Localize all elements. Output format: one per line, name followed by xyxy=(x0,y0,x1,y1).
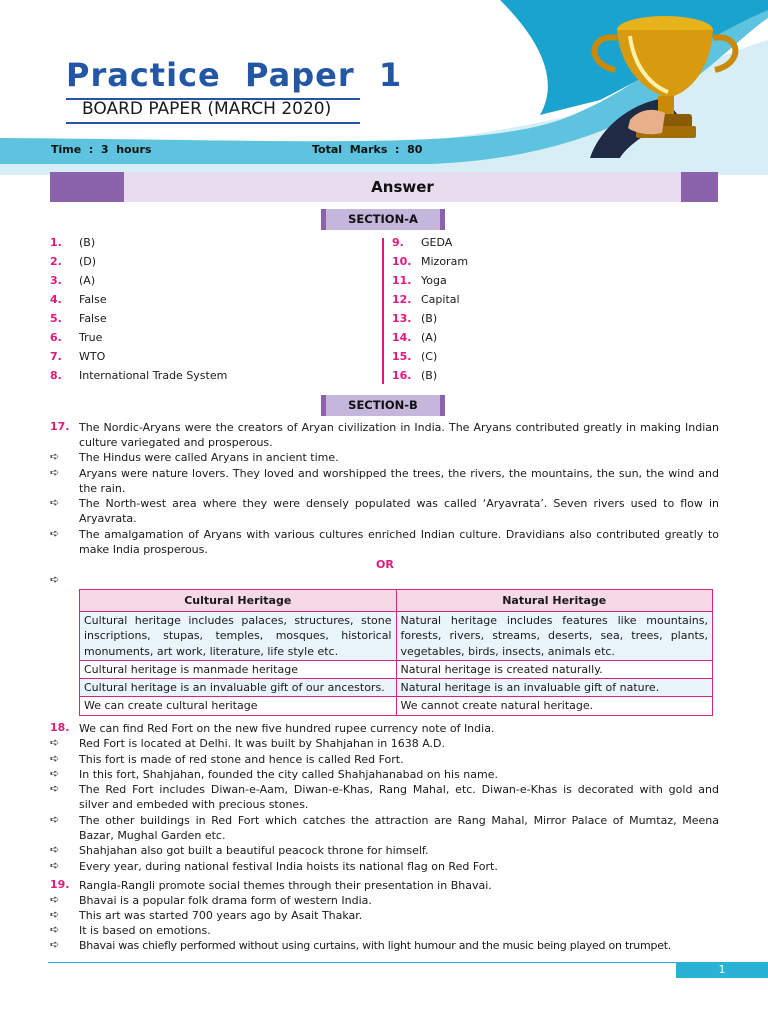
table-row xyxy=(80,679,713,697)
answer-value: WTO xyxy=(79,350,106,363)
question-number: 10. xyxy=(392,255,412,268)
answer-value: Yoga xyxy=(421,274,447,287)
question-number: 5. xyxy=(50,312,62,325)
page-title: Practice Paper 1 xyxy=(66,56,403,94)
table-header-row xyxy=(80,590,713,612)
question-number: 4. xyxy=(50,293,62,306)
answer-value: True xyxy=(79,331,103,344)
arrow-bullet-icon: ➪ xyxy=(50,573,60,586)
question-number: 13. xyxy=(392,312,412,325)
answer-value: Mizoram xyxy=(421,255,469,268)
footer-rule xyxy=(48,962,768,963)
arrow-bullet-icon: ➪ xyxy=(50,496,60,509)
arrow-bullet-icon: ➪ xyxy=(50,782,60,795)
table-cell: Cultural heritage is manmade heritage xyxy=(80,660,397,678)
arrow-bullet-icon: ➪ xyxy=(50,813,60,826)
bullet-point: Red Fort is located at Delhi. It was built by Shahjahan in 1638 A.D. xyxy=(79,737,446,750)
page-subtitle: BOARD PAPER (MARCH 2020) xyxy=(82,99,332,119)
question-number: 8. xyxy=(50,369,62,382)
answer-text: Rangla-Rangli promote social themes through their presentation in Bhavai. xyxy=(79,879,492,892)
section-a-label: SECTION-A xyxy=(321,209,445,230)
marks-label: Total Marks : 80 xyxy=(312,143,423,156)
section-b-label: SECTION-B xyxy=(321,395,445,416)
bullet-point: This art was started 700 years ago by Asait Thakar. xyxy=(79,909,363,922)
question-number: 6. xyxy=(50,331,62,344)
answer-value: Capital xyxy=(421,293,460,306)
table-cell: We cannot create natural heritage. xyxy=(396,697,713,715)
column-header: Natural Heritage xyxy=(396,590,713,612)
title-rule-bottom xyxy=(66,122,360,124)
table-row xyxy=(80,660,713,678)
question-number: 11. xyxy=(392,274,412,287)
answer-heading: Answer xyxy=(371,178,434,196)
question-number: 12. xyxy=(392,293,412,306)
arrow-bullet-icon: ➪ xyxy=(50,923,60,936)
trophy-icon xyxy=(570,8,760,158)
arrow-bullet-icon: ➪ xyxy=(50,767,60,780)
arrow-bullet-icon: ➪ xyxy=(50,466,60,479)
answer-value: (D) xyxy=(79,255,97,268)
question-number: 7. xyxy=(50,350,62,363)
table-cell: We can create cultural heritage xyxy=(80,697,397,715)
answer-value: False xyxy=(79,293,107,306)
table-cell: Natural heritage includes features like mountains, forests, rivers, streams, deserts, sea, trees, plants, vegetables, birds, insects, animals etc. xyxy=(396,612,713,661)
question-number: 18. xyxy=(50,721,70,734)
arrow-bullet-icon: ➪ xyxy=(50,752,60,765)
time-label: Time : 3 hours xyxy=(51,143,152,156)
section-a-divider xyxy=(382,238,384,384)
question-number: 15. xyxy=(392,350,412,363)
bullet-point: Every year, during national festival India hoists its national flag on Red Fort. xyxy=(79,860,498,873)
question-number: 9. xyxy=(392,236,404,249)
answer-value: False xyxy=(79,312,107,325)
table-cell: Cultural heritage includes palaces, structures, stone inscriptions, stupas, temples, mosques, historical monuments, art work, literature, life style etc. xyxy=(80,612,397,661)
answer-value: (B) xyxy=(421,369,438,382)
answer-value: (B) xyxy=(421,312,438,325)
arrow-bullet-icon: ➪ xyxy=(50,908,60,921)
arrow-bullet-icon: ➪ xyxy=(50,893,60,906)
answer-text: We can find Red Fort on the new five hundred rupee currency note of India. xyxy=(79,722,495,735)
question-number: 2. xyxy=(50,255,62,268)
answer-value: International Trade System xyxy=(79,369,228,382)
answer-value: (A) xyxy=(79,274,96,287)
arrow-bullet-icon: ➪ xyxy=(50,450,60,463)
question-number: 19. xyxy=(50,878,70,891)
page-number: 1 xyxy=(676,962,768,978)
answer-value: (A) xyxy=(421,331,438,344)
bullet-point: The Hindus were called Aryans in ancient time. xyxy=(79,451,339,464)
banner-left-block xyxy=(50,172,124,202)
bullet-point: The North-west area where they were densely populated was called ‘Aryavrata’. Seven rivers used to flow in Aryavrata. xyxy=(79,497,719,526)
table-cell: Natural heritage is an invaluable gift of nature. xyxy=(396,679,713,697)
heritage-comparison-table xyxy=(79,589,713,716)
arrow-bullet-icon: ➪ xyxy=(50,938,60,951)
bullet-point: In this fort, Shahjahan, founded the city called Shahjahanabad on his name. xyxy=(79,768,498,781)
bullet-point: The Red Fort includes Diwan-e-Aam, Diwan-e-Khas, Rang Mahal, etc. Diwan-e-Khas is decorated with gold and silver and embeded with precious stones. xyxy=(79,783,719,812)
bullet-point: This fort is made of red stone and hence is called Red Fort. xyxy=(79,753,404,766)
question-number: 1. xyxy=(50,236,62,249)
question-number: 17. xyxy=(50,420,70,433)
arrow-bullet-icon: ➪ xyxy=(50,843,60,856)
bullet-point: It is based on emotions. xyxy=(79,924,211,937)
answer-value: (B) xyxy=(79,236,96,249)
table-row xyxy=(80,697,713,715)
question-number: 16. xyxy=(392,369,412,382)
question-number: 14. xyxy=(392,331,412,344)
answer-text: The Nordic-Aryans were the creators of Aryan civilization in India. The Aryans contributed greatly in making Indian culture variegated and prosperous. xyxy=(79,421,719,450)
bullet-point: Bhavai is a popular folk drama form of western India. xyxy=(79,894,372,907)
bullet-point: Shahjahan also got built a beautiful peacock throne for himself. xyxy=(79,844,429,857)
question-number: 3. xyxy=(50,274,62,287)
bullet-point: The amalgamation of Aryans with various cultures enriched Indian culture. Dravidians also contributed greatly to make India prosperous. xyxy=(79,528,719,557)
bullet-point: Bhavai was chiefly performed without using curtains, with light humour and the music being played on trumpet. xyxy=(79,939,672,952)
table-cell: Natural heritage is created naturally. xyxy=(396,660,713,678)
column-header: Cultural Heritage xyxy=(80,590,397,612)
or-separator: OR xyxy=(376,558,394,571)
table-cell: Cultural heritage is an invaluable gift of our ancestors. xyxy=(80,679,397,697)
arrow-bullet-icon: ➪ xyxy=(50,527,60,540)
bullet-point: Aryans were nature lovers. They loved and worshipped the trees, the rivers, the mountains, the sun, the wind and the rain. xyxy=(79,467,719,496)
bullet-point: The other buildings in Red Fort which catches the attraction are Rang Mahal, Mirror Palace of Mumtaz, Meena Bazar, Mughal Garden etc. xyxy=(79,814,719,843)
answer-value: GEDA xyxy=(421,236,453,249)
banner-right-block xyxy=(681,172,718,202)
arrow-bullet-icon: ➪ xyxy=(50,859,60,872)
table-row xyxy=(80,612,713,661)
answer-value: (C) xyxy=(421,350,438,363)
arrow-bullet-icon: ➪ xyxy=(50,736,60,749)
